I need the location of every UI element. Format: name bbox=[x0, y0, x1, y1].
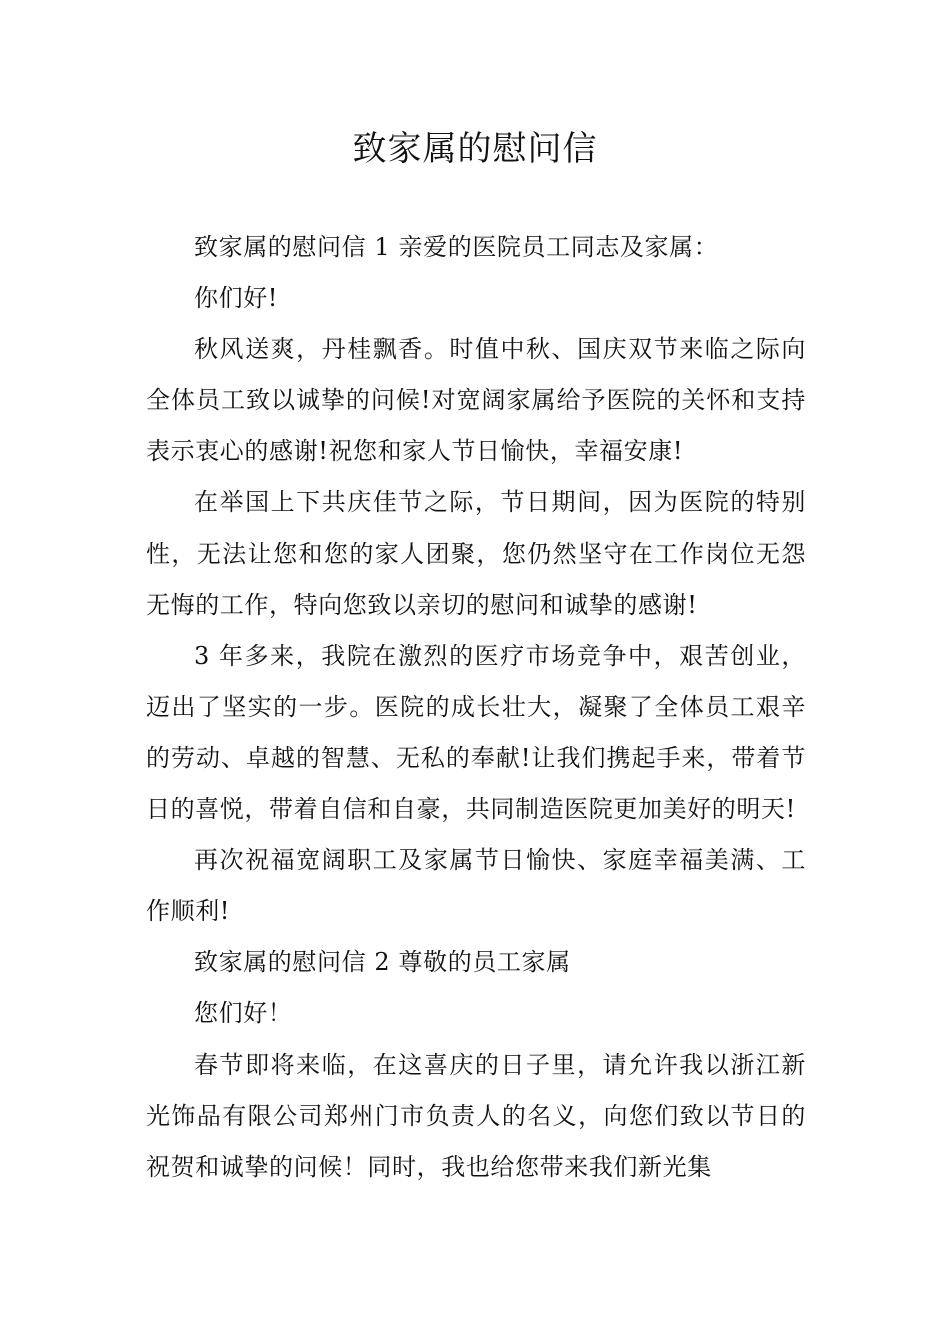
paragraph-body: 3 年多来，我院在激烈的医疗市场竞争中，艰苦创业，迈出了坚实的一步。医院的成长壮大，凝聚了全体员工艰辛的劳动、卓越的智慧、无私的奉献!让我们携起手来，带着节日的喜悦，带着自信和自豪，共同制造医院更加美好的明天! bbox=[146, 641, 806, 824]
document-title: 致家属的慰问信 bbox=[352, 129, 598, 169]
paragraph-greeting-2: 您们好！ bbox=[194, 999, 293, 1028]
paragraph-body: 再次祝福宽阔职工及家属节日愉快、家庭幸福美满、工作顺利! bbox=[146, 846, 806, 926]
paragraph-body: 秋风送爽，丹桂飘香。时值中秋、国庆双节来临之际向全体员工致以诚挚的问候!对宽阔家属给予医院的关怀和支持表示衷心的感谢!祝您和家人节日愉快，幸福安康! bbox=[146, 335, 806, 466]
paragraph-heading-2: 致家属的慰问信 2 尊敬的员工家属 bbox=[194, 948, 571, 977]
paragraph-greeting-1: 你们好! bbox=[194, 284, 279, 313]
paragraph-body: 在举国上下共庆佳节之际，节日期间，因为医院的特别性，无法让您和您的家人团聚，您仍然坚守在工作岗位无怨无悔的工作，特向您致以亲切的慰问和诚挚的感谢! bbox=[146, 488, 806, 619]
paragraph-body: 春节即将来临，在这喜庆的日子里，请允许我以浙江新光饰品有限公司郑州门市负责人的名义，向您们致以节日的祝贺和诚挚的问候！同时，我也给您带来我们新光集 bbox=[146, 1050, 806, 1181]
paragraph-heading-1: 致家属的慰问信 1 亲爱的医院员工同志及家属： bbox=[194, 233, 719, 261]
document-body bbox=[146, 222, 806, 1193]
